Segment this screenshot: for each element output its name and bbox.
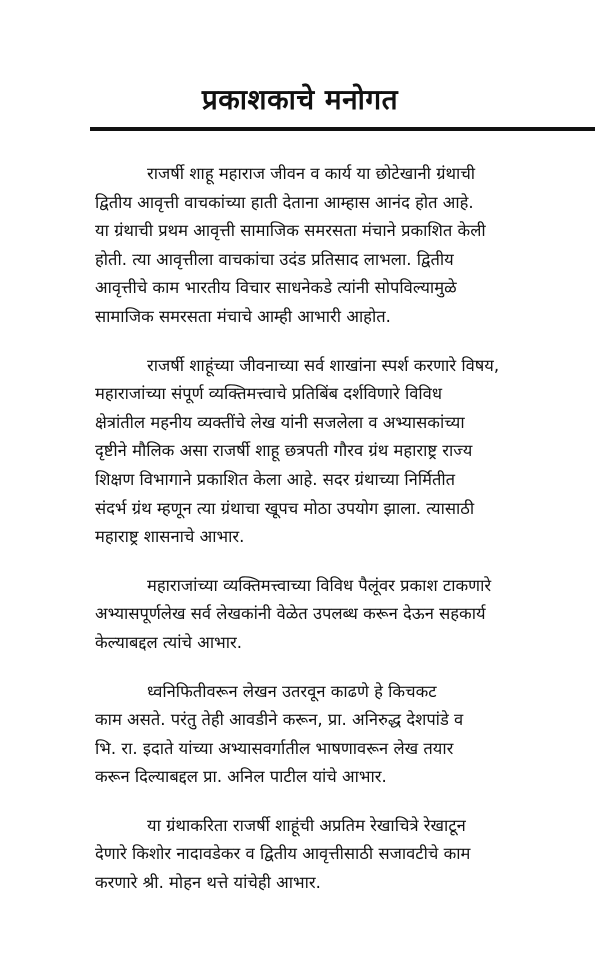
- paragraph-1: [95, 160, 565, 332]
- text-line: क्षेत्रांतील महनीय व्यक्तींचे लेख यांनी सजलेला व अभ्यासकांच्या: [95, 412, 465, 432]
- text-line: दृष्टीने मौलिक असा राजर्षी शाहू छत्रपती गौरव ग्रंथ महाराष्ट्र राज्य: [95, 441, 473, 461]
- text-line: केल्याबद्दल त्यांचे आभार.: [95, 632, 242, 652]
- text-line: शिक्षण विभागाने प्रकाशित केला आहे. सदर ग्रंथाच्या निर्मितीत: [95, 469, 456, 489]
- text-line: काम असते. परंतु तेही आवडीने करून, प्रा. अनिरुद्ध देशपांडे व: [95, 710, 464, 730]
- title-divider: [90, 127, 595, 131]
- text-line: करणारे श्री. मोहन थत्ते यांचेही आभार.: [95, 873, 321, 893]
- paragraph-4: [95, 678, 565, 792]
- text-line: राजर्षी शाहू महाराज जीवन व कार्य या छोटेखानी ग्रंथाची: [147, 164, 476, 183]
- paragraph-3: [95, 572, 565, 658]
- text-line: करून दिल्याबद्दल प्रा. अनिल पाटील यांचे आभार.: [95, 767, 387, 787]
- body-text: [95, 160, 565, 918]
- text-line: ध्वनिफितीवरून लेखन उतरवून काढणे हे किचकट: [147, 681, 437, 701]
- page-title: प्रकाशकाचे मनोगत: [201, 83, 399, 116]
- text-line: आवृत्तीचे काम भारतीय विचार साधनेकडे त्यांनी सोपविल्यामुळे: [95, 278, 457, 298]
- text-line: महाराजांच्या व्यक्तिमत्त्वाच्या विविध पैलूंवर प्रकाश टाकणारे: [147, 575, 492, 595]
- text-line: संदर्भ ग्रंथ म्हणून त्या ग्रंथाचा खूपच मोठा उपयोग झाला. त्यासाठी: [95, 498, 475, 518]
- paragraph-2: [95, 352, 565, 552]
- text-line: द्वितीय आवृत्ती वाचकांच्या हाती देताना आम्हास आनंद होत आहे.: [95, 192, 474, 212]
- text-line: होती. त्या आवृत्तीला वाचकांचा उदंड प्रतिसाद लाभला. द्वितीय: [95, 249, 454, 269]
- text-line: देणारे किशोर नादावडेकर व द्वितीय आवृत्तीसाठी सजावटीचे काम: [95, 844, 471, 864]
- text-line: या ग्रंथाकरिता राजर्षी शाहूंची अप्रतिम रेखाचित्रे रेखाटून: [147, 815, 466, 835]
- text-line: या ग्रंथाची प्रथम आवृत्ती सामाजिक समरसता मंचाने प्रकाशित केली: [95, 221, 486, 241]
- text-line: महाराष्ट्र शासनाचे आभार.: [95, 527, 245, 547]
- paragraph-5: [95, 812, 565, 898]
- text-line: भि. रा. इदाते यांच्या अभ्यासवर्गातील भाषणावरून लेख तयार: [95, 738, 454, 758]
- text-line: राजर्षी शाहूंच्या जीवनाच्या सर्व शाखांना स्पर्श करणारे विषय,: [147, 355, 500, 375]
- text-line: महाराजांच्या संपूर्ण व्यक्तिमत्त्वाचे प्रतिबिंब दर्शविणारे विविध: [95, 384, 443, 404]
- text-line: सामाजिक समरसता मंचाचे आम्ही आभारी आहोत.: [95, 306, 391, 326]
- text-line: अभ्यासपूर्णलेख सर्व लेखकांनी वेळेत उपलब्ध करून देऊन सहकार्य: [95, 604, 486, 624]
